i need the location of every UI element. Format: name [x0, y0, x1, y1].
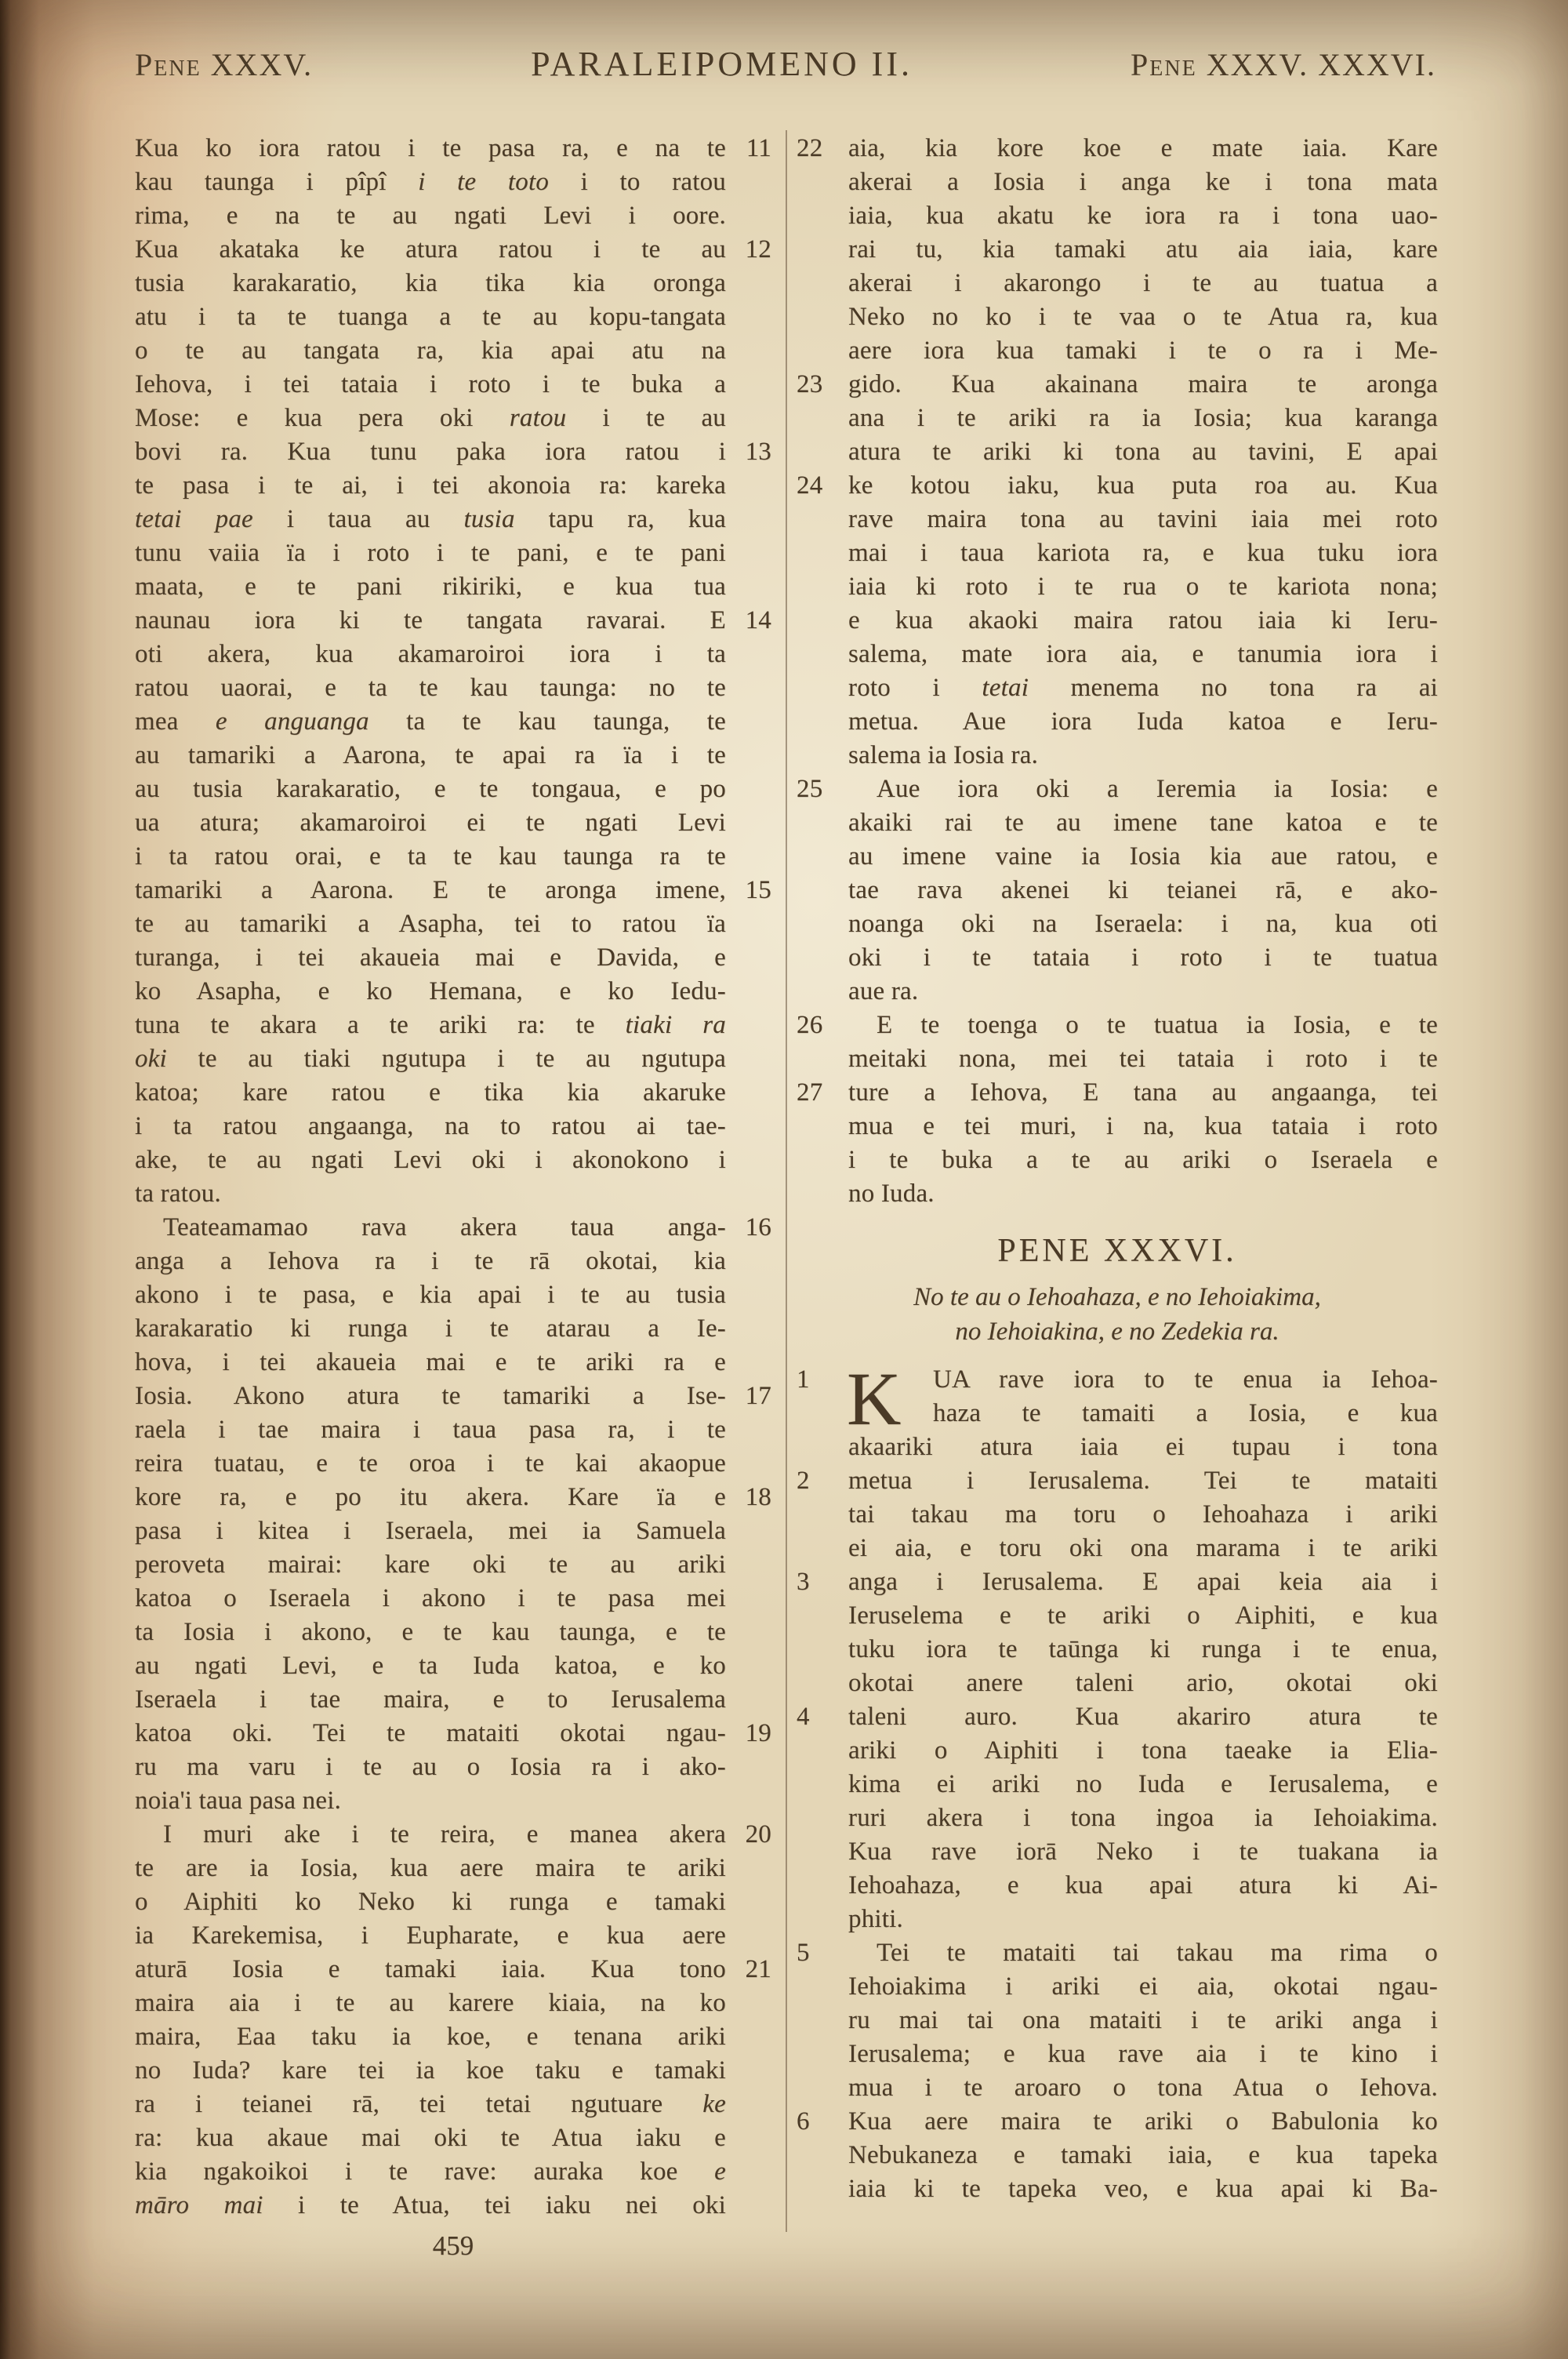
- text-line-content: akaariki atura iaia ei tupau i tona: [848, 1433, 1438, 1461]
- verse-number: 1: [797, 1365, 810, 1394]
- text-line: [135, 671, 771, 705]
- verse-number: 24: [797, 471, 823, 500]
- text-line: [135, 233, 771, 267]
- text-line: [797, 2105, 1438, 2139]
- text-line: [797, 1042, 1438, 1076]
- verse-number: 16: [745, 1213, 771, 1241]
- text-line-content: meitaki nona, mei tei tataia i roto i te: [848, 1045, 1438, 1073]
- text-line: [135, 941, 771, 975]
- text-line: [797, 1565, 1438, 1599]
- text-line: [797, 1498, 1438, 1532]
- text-line-content: raela i tae maira i taua pasa ra, i te: [135, 1416, 726, 1444]
- text-line: [135, 2121, 771, 2155]
- verse-number: 25: [797, 775, 823, 803]
- text-line-content: tai takau ma toru o Iehoahaza i ariki: [848, 1500, 1438, 1528]
- text-line-content: ruri akera i tona ingoa ia Iehoiakima.: [848, 1804, 1438, 1832]
- text-line-content: ana i te ariki ra ia Iosia; kua karanga: [848, 404, 1438, 432]
- text-line-content: ko Asapha, e ko Hemana, e ko Iedu-: [135, 977, 726, 1005]
- column-divider-rule: [786, 130, 787, 2232]
- text-line: [135, 267, 771, 300]
- text-line: [135, 300, 771, 334]
- text-column-right: [797, 132, 1438, 2206]
- text-line: [797, 402, 1438, 435]
- verse-number: 5: [797, 1939, 810, 1967]
- text-line-content: akono i te pasa, e kia apai i te au tusia: [135, 1281, 726, 1309]
- text-line: [135, 604, 771, 638]
- text-line-content: metua. Aue iora Iuda katoa e Ieru-: [848, 707, 1438, 736]
- text-line-content: Nebukaneza e tamaki iaia, e kua tapeka: [848, 2141, 1438, 2169]
- running-head-left: Pene XXXV.: [135, 47, 314, 82]
- text-line: [135, 739, 771, 772]
- text-line: [797, 705, 1438, 739]
- text-line-content: tamariki a Aarona. E te aronga imene,: [135, 876, 726, 904]
- text-line-content: tusia karakaratio, kia tika kia oronga: [135, 269, 726, 297]
- text-line-content: i ta ratou angaanga, na to ratou ai tae-: [135, 1112, 726, 1140]
- text-line: [797, 671, 1438, 705]
- text-line: [135, 806, 771, 840]
- text-line-content: kore ra, e po itu akera. Kare ïa e: [135, 1483, 726, 1511]
- verse-number: 23: [797, 370, 823, 398]
- text-line-content: iaia ki roto i te rua o te kariota nona;: [848, 572, 1438, 601]
- text-line-content: o Aiphiti ko Neko ki runga e tamaki: [135, 1888, 726, 1916]
- text-line-content: tunu vaiia ïa i roto i te pani, e te pani: [135, 539, 726, 567]
- text-line: [135, 570, 771, 604]
- text-line-content: anga i Ierusalema. E apai keia aia i: [848, 1568, 1438, 1596]
- text-line-content: au tamariki a Aarona, te apai ra ïa i te: [135, 741, 726, 769]
- text-line: [797, 2037, 1438, 2071]
- text-line-content: ua atura; akamaroiroi ei te ngati Levi: [135, 809, 726, 837]
- text-line: [135, 840, 771, 874]
- text-line: [797, 604, 1438, 638]
- text-line-content: hova, i tei akaueia mai e te ariki ra e: [135, 1348, 726, 1376]
- text-line: [797, 1532, 1438, 1565]
- text-line: [797, 806, 1438, 840]
- text-line: [135, 1346, 771, 1379]
- text-line: [135, 1143, 771, 1177]
- text-line: [797, 772, 1438, 806]
- text-line: [797, 1430, 1438, 1464]
- text-line-content: iaia, kua akatu ke iora ra i tona uao-: [848, 202, 1438, 230]
- text-line-content: oti akera, kua akamaroiroi iora i ta: [135, 640, 726, 668]
- verse-number: 18: [745, 1483, 771, 1511]
- text-line-content: te are ia Iosia, kua aere maira te ariki: [135, 1854, 726, 1882]
- text-line-content: Kua akataka ke atura ratou i te au: [135, 235, 726, 264]
- text-line-content: Ierusalema; e kua rave aia i te kino i: [848, 2040, 1438, 2068]
- text-line: [135, 1953, 771, 1986]
- text-line-content: aue ra.: [848, 977, 919, 1005]
- text-line: [135, 435, 771, 469]
- text-line: [797, 941, 1438, 975]
- text-line-content: katoa oki. Tei te mataiti okotai ngau-: [135, 1719, 726, 1747]
- text-line: [135, 199, 771, 233]
- text-line-content: Iseraela i tae maira, e to Ierusalema: [135, 1685, 726, 1714]
- text-line-content: no Iuda? kare tei ia koe taku e tamaki: [135, 2056, 726, 2085]
- text-line-content: maira aia i te au karere kiaia, na ko: [135, 1989, 726, 2017]
- text-line-content: te au tamariki a Asapha, tei to ratou ïa: [135, 910, 726, 938]
- text-line-content: o te au tangata ra, kia apai atu na: [135, 336, 726, 365]
- text-line-content: Kua aere maira te ariki o Babulonia ko: [848, 2107, 1438, 2135]
- text-line: [135, 2054, 771, 2088]
- text-line-content: roto i tetai menema no tona ra ai: [848, 674, 1438, 702]
- text-line-content: Iehoahaza, e kua apai atura ki Ai-: [848, 1871, 1438, 1899]
- text-line: [135, 1177, 771, 1211]
- text-line-content: noanga oki na Iseraela: i na, kua oti: [848, 910, 1438, 938]
- text-line-content: e kua akaoki maira ratou iaia ki Ieru-: [848, 606, 1438, 634]
- text-line-content: tuku iora te taūnga ki runga i te enua,: [848, 1635, 1438, 1663]
- text-line: [135, 2189, 771, 2223]
- text-line: [135, 368, 771, 402]
- text-line-content: ake, te au ngati Levi oki i akonokono i: [135, 1146, 726, 1174]
- text-line-content: I muri ake i te reira, e manea akera: [163, 1820, 726, 1848]
- text-line: [135, 907, 771, 941]
- text-line-content: ariki o Aiphiti i tona taeake ia Elia-: [848, 1736, 1438, 1765]
- text-line-content: tae rava akenei ki teianei rā, e ako-: [848, 876, 1438, 904]
- text-line-content: taleni auro. Kua akariro atura te: [848, 1703, 1438, 1731]
- text-line: [797, 233, 1438, 267]
- verse-number: 12: [745, 235, 771, 264]
- text-line-content: māro mai i te Atua, tei iaku nei oki: [135, 2191, 726, 2219]
- text-line: [135, 1818, 771, 1852]
- text-line: [135, 1885, 771, 1919]
- text-line-content: ture a Iehova, E tana au angaanga, tei: [848, 1078, 1438, 1107]
- text-line: [797, 975, 1438, 1009]
- text-line: [797, 570, 1438, 604]
- text-line: [135, 2088, 771, 2121]
- text-line: [135, 1649, 771, 1683]
- running-head-title: PARALEIPOMENO II.: [531, 45, 913, 83]
- text-line-content: karakaratio ki runga i te atarau a Ie-: [135, 1314, 726, 1343]
- text-line: [135, 334, 771, 368]
- verse-number: 27: [797, 1078, 823, 1107]
- verse-number: 3: [797, 1568, 810, 1596]
- text-line-content: pasa i kitea i Iseraela, mei ia Samuela: [135, 1517, 726, 1545]
- text-line: [797, 1076, 1438, 1110]
- text-line: [135, 165, 771, 199]
- text-line-content: anga a Iehova ra i te rā okotai, kia: [135, 1247, 726, 1275]
- text-line-content: ra: kua akaue mai oki te Atua iaku e: [135, 2124, 726, 2152]
- chapter-heading: PENE XXXVI.: [997, 1233, 1237, 1269]
- text-line: [797, 2139, 1438, 2172]
- text-line-content: mai i taua kariota ra, e kua tuku iora: [848, 539, 1438, 567]
- text-line-content: kima ei ariki no Iuda e Ierusalema, e: [848, 1770, 1438, 1798]
- text-line-content: Iehoiakima i ariki ei aia, okotai ngau-: [848, 1972, 1438, 2001]
- text-line-content: noia'i taua pasa nei.: [135, 1787, 342, 1815]
- text-line: [797, 1009, 1438, 1042]
- text-line-content: mea e anguanga ta te kau taunga, te: [135, 707, 726, 736]
- text-line-content: ta ratou.: [135, 1180, 221, 1208]
- text-line-content: maira, Eaa taku ia koe, e tenana ariki: [135, 2023, 726, 2051]
- text-line: [797, 1397, 1438, 1430]
- text-line: [797, 199, 1438, 233]
- text-line-content: aturā Iosia e tamaki iaia. Kua tono: [135, 1955, 726, 1983]
- text-line: [135, 1717, 771, 1750]
- text-line-content: i te buka a te au ariki o Iseraela e: [848, 1146, 1438, 1174]
- text-line: [135, 1683, 771, 1717]
- verse-number: 4: [797, 1703, 810, 1731]
- text-line-content: ta Iosia i akono, e te kau taunga, e te: [135, 1618, 726, 1646]
- text-line: [797, 165, 1438, 199]
- text-line-content: aere iora kua tamaki i te o ra i Me-: [848, 336, 1438, 365]
- text-line: [135, 2020, 771, 2054]
- text-line-content: ru ma varu i te au o Iosia ra i ako-: [135, 1753, 726, 1781]
- text-line-content: no Iuda.: [848, 1180, 935, 1208]
- text-line: [797, 1936, 1438, 1970]
- verse-number: 2: [797, 1467, 810, 1495]
- text-line: [135, 975, 771, 1009]
- text-line-content: salema ia Iosia ra.: [848, 741, 1039, 769]
- text-line-content: UA rave iora to te enua ia Iehoa-: [933, 1365, 1438, 1394]
- text-line: [135, 402, 771, 435]
- running-head-right: Pene XXXV. XXXVI.: [1131, 47, 1436, 82]
- drop-cap: K: [847, 1357, 902, 1441]
- text-line: [797, 1633, 1438, 1667]
- text-line-content: rave maira tona au tavini iaia mei roto: [848, 505, 1438, 533]
- text-line: [797, 1110, 1438, 1143]
- text-line: [135, 1278, 771, 1312]
- text-line-content: metua i Ierusalema. Tei te mataiti: [848, 1467, 1438, 1495]
- text-line-content: katoa o Iseraela i akono i te pasa mei: [135, 1584, 726, 1612]
- text-line: [135, 1548, 771, 1582]
- text-line-content: Kua rave iorā Neko i te tuakana ia: [848, 1837, 1438, 1866]
- text-line-content: Teateamamao rava akera taua anga-: [163, 1213, 726, 1241]
- text-line: [135, 1312, 771, 1346]
- text-line-content: atu i ta te tuanga a te au kopu-tangata: [135, 303, 726, 331]
- text-line-content: au imene vaine ia Iosia kia aue ratou, e: [848, 842, 1438, 871]
- text-line: [135, 1042, 771, 1076]
- text-line-content: katoa; kare ratou e tika kia akaruke: [135, 1078, 726, 1107]
- text-line-content: reira tuatau, e te oroa i te kai akaopue: [135, 1449, 726, 1478]
- text-line: [797, 874, 1438, 907]
- text-line: [797, 1464, 1438, 1498]
- text-line-content: oki i te tataia i roto i te tuatua: [848, 943, 1438, 972]
- text-line-content: te pasa i te ai, i tei akonoia ra: kareka: [135, 471, 726, 500]
- text-column-left: [135, 132, 771, 2223]
- text-line: [135, 132, 771, 165]
- text-line-content: kia ngakoikoi i te rave: auraka koe e: [135, 2157, 726, 2186]
- text-line: [135, 1852, 771, 1885]
- text-line-content: Iosia. Akono atura te tamariki a Ise-: [135, 1382, 726, 1410]
- text-line: [135, 1076, 771, 1110]
- text-line: [797, 469, 1438, 503]
- text-line: [135, 638, 771, 671]
- text-line-content: ra i teianei rā, tei tetai ngutuare ke: [135, 2090, 726, 2118]
- running-head: [135, 44, 1436, 84]
- text-line-content: okotai anere taleni ario, okotai oki: [848, 1669, 1438, 1697]
- text-line: [135, 874, 771, 907]
- text-line-content: naunau iora ki te tangata ravarai. E: [135, 606, 726, 634]
- text-line: [135, 536, 771, 570]
- text-line: [135, 1616, 771, 1649]
- verse-number: 17: [745, 1382, 771, 1410]
- text-line: [135, 1110, 771, 1143]
- page-number: 459: [432, 2230, 474, 2261]
- text-line-content: rai tu, kia tamaki atu aia iaia, kare: [848, 235, 1438, 264]
- text-line: [797, 267, 1438, 300]
- text-line: [797, 1177, 1438, 1211]
- text-line-content: Kua ko iora ratou i te pasa ra, e na te: [135, 134, 726, 162]
- text-line-content: Mose: e kua pera oki ratou i te au: [135, 404, 726, 432]
- verse-number: 22: [797, 134, 823, 162]
- text-line-content: ratou uaorai, e ta te kau taunga: no te: [135, 674, 726, 702]
- verse-number: 20: [745, 1820, 771, 1848]
- chapter-subtitle-line: No te au o Iehoahaza, e no Iehoiakima,: [913, 1283, 1321, 1311]
- text-line: [797, 503, 1438, 536]
- text-line-content: ia Karekemisa, i Eupharate, e kua aere: [135, 1921, 726, 1950]
- text-line: [797, 132, 1438, 165]
- verse-number: 14: [745, 606, 771, 634]
- text-line-content: oki te au tiaki ngutupa i te au ngutupa: [135, 1045, 726, 1073]
- text-line-content: aia, kia kore koe e mate iaia. Kare: [848, 134, 1438, 162]
- text-line: [797, 536, 1438, 570]
- verse-number: 15: [745, 876, 771, 904]
- text-line: [797, 2071, 1438, 2105]
- text-line: [797, 1970, 1438, 2004]
- text-line: [135, 1009, 771, 1042]
- text-line: [135, 1750, 771, 1784]
- text-line-content: mua i te aroaro o tona Atua o Iehova.: [848, 2074, 1438, 2102]
- verse-number: 6: [797, 2107, 810, 2135]
- verse-number: 11: [746, 134, 771, 162]
- text-line: [797, 907, 1438, 941]
- text-line-content: gido. Kua akainana maira te aronga: [848, 370, 1438, 398]
- text-line-content: Tei te mataiti tai takau ma rima o: [877, 1939, 1438, 1967]
- text-line: [135, 705, 771, 739]
- text-line: [797, 1700, 1438, 1734]
- text-line-content: peroveta mairai: kare oki te au ariki: [135, 1550, 726, 1579]
- text-line: [797, 1903, 1438, 1936]
- text-line-content: mua e tei muri, i na, kua tataia i roto: [848, 1112, 1438, 1140]
- text-line: [797, 1599, 1438, 1633]
- text-line: [135, 1447, 771, 1481]
- text-line-content: ei aia, e toru oki ona marama i te ariki: [848, 1534, 1438, 1562]
- text-line: [135, 1784, 771, 1818]
- text-line-content: akerai i akarongo i te au tuatua a: [848, 269, 1438, 297]
- text-line-content: Ieruselema e te ariki o Aiphiti, e kua: [848, 1601, 1438, 1630]
- text-line: [797, 1801, 1438, 1835]
- text-line: [135, 1379, 771, 1413]
- text-line-content: phiti.: [848, 1905, 903, 1933]
- text-line: [797, 1768, 1438, 1801]
- chapter-subtitle-line: no Iehoiakina, e no Zedekia ra.: [955, 1318, 1279, 1346]
- text-line: [797, 300, 1438, 334]
- text-line: [797, 840, 1438, 874]
- verse-number: 13: [745, 438, 771, 466]
- text-line-content: au ngati Levi, e ta Iuda katoa, e ko: [135, 1652, 726, 1680]
- text-line: [797, 435, 1438, 469]
- text-line: [135, 1986, 771, 2020]
- text-line: [135, 1245, 771, 1278]
- text-line-content: ru mai tai ona mataiti i te ariki anga i: [848, 2006, 1438, 2034]
- text-line: [135, 772, 771, 806]
- text-line-content: tetai pae i taua au tusia tapu ra, kua: [135, 505, 727, 533]
- text-line-content: haza te tamaiti a Iosia, e kua: [933, 1399, 1438, 1427]
- text-line-content: Neko no ko i te vaa o te Atua ra, kua: [848, 303, 1438, 331]
- text-line: [135, 1413, 771, 1447]
- text-line: [797, 368, 1438, 402]
- text-line: [797, 1869, 1438, 1903]
- text-line-content: maata, e te pani rikiriki, e kua tua: [135, 572, 726, 601]
- text-line-content: rima, e na te au ngati Levi i oore.: [135, 202, 726, 230]
- text-line-content: akerai a Iosia i anga ke i tona mata: [848, 168, 1438, 196]
- text-line-content: bovi ra. Kua tunu paka iora ratou i: [135, 438, 726, 466]
- text-line-content: E te toenga o te tuatua ia Iosia, e te: [877, 1011, 1438, 1039]
- text-line: [797, 638, 1438, 671]
- text-line: [135, 1481, 771, 1514]
- verse-number: 19: [745, 1719, 771, 1747]
- text-line: [135, 2155, 771, 2189]
- text-line-content: atura te ariki ki tona au tavini, E apai: [848, 438, 1438, 466]
- text-line-content: Aue iora oki a Ieremia ia Iosia: e: [877, 775, 1438, 803]
- text-line-content: kau taunga i pîpî i te toto i to ratou: [135, 168, 726, 196]
- text-line: [797, 2004, 1438, 2037]
- text-line: [797, 1835, 1438, 1869]
- text-line: [797, 1143, 1438, 1177]
- text-line: [135, 1514, 771, 1548]
- text-line-content: i ta ratou orai, e ta te kau taunga ra te: [135, 842, 726, 871]
- text-line-content: au tusia karakaratio, e te tongaua, e po: [135, 775, 726, 803]
- text-line-content: iaia ki te tapeka veo, e kua apai ki Ba-: [848, 2175, 1438, 2203]
- text-line-content: tuna te akara a te ariki ra: te tiaki ra: [135, 1011, 726, 1039]
- text-line-content: salema, mate iora aia, e tanumia iora i: [848, 640, 1438, 668]
- text-line: [797, 739, 1438, 772]
- text-line: [797, 2172, 1438, 2206]
- verse-number: 21: [745, 1955, 771, 1983]
- text-line: [797, 1667, 1438, 1700]
- text-line: [135, 1211, 771, 1245]
- text-line: [797, 1734, 1438, 1768]
- text-line: [797, 334, 1438, 368]
- text-line: [135, 1582, 771, 1616]
- verse-number: 26: [797, 1011, 823, 1039]
- text-line-content: akaiki rai te au imene tane katoa e te: [848, 809, 1438, 837]
- text-line: [135, 503, 771, 536]
- text-line-content: turanga, i tei akaueia mai e Davida, e: [135, 943, 726, 972]
- text-line-content: ke kotou iaku, kua puta roa au. Kua: [848, 471, 1438, 500]
- text-line: [135, 469, 771, 503]
- text-line: [135, 1919, 771, 1953]
- text-line-content: Iehova, i tei tataia i roto i te buka a: [135, 370, 726, 398]
